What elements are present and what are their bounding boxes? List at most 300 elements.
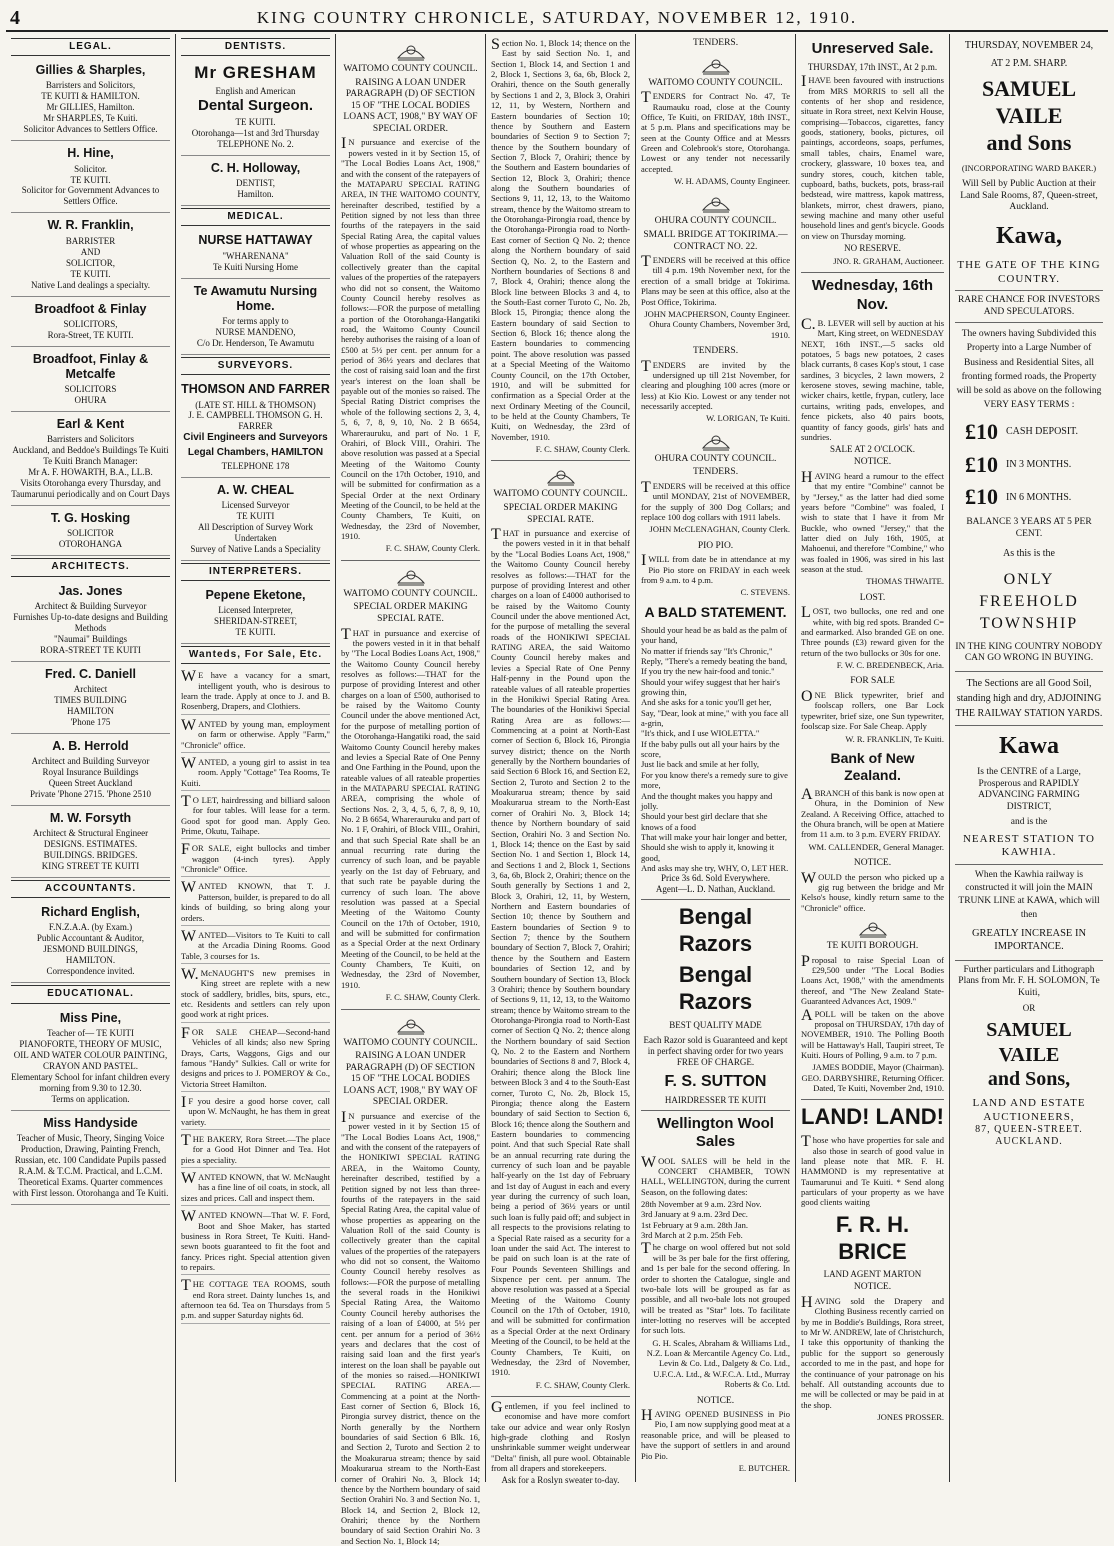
borough-signature: JAMES BODDIE, Mayor (Chairman). GEO. DARBYSHIRE, Returning Officer. Dated, Te Kuiti, November 2nd, 1910. xyxy=(801,1062,944,1094)
unreserved-signature: JNO. R. GRAHAM, Auctioneer. xyxy=(833,255,944,266)
tender-title: SMALL BRIDGE AT TOKIRIMA.—CONTRACT NO. 22. xyxy=(643,229,788,252)
borough-heading: TE KUITI BOROUGH. xyxy=(826,941,919,952)
vaile-name: SAMUEL VAILE xyxy=(986,1019,1072,1066)
tender-org: OHURA COUNTY COUNCIL. xyxy=(654,216,777,227)
hattaway-name: NURSE HATTAWAY xyxy=(198,233,313,248)
roslyn-ad: Gentlemen, if you feel inclined to economise and have more comfort take our advice and wear only Roslyn high-grade clothing and Roslyn unshrinkable summer weight underwear "Delta" finish, all pure wool. Obtainable from all drapers and storekeepers. xyxy=(491,1398,630,1474)
vaile-address: 87, QUEEN-STREET. AUCKLAND. xyxy=(975,1124,1083,1148)
wool-signature: G. H. Scales, Abraham & Williams Ltd., N.Z. Loan & Mercantile Agency Co. Ltd., Levin & Co. Ltd., Dalgety & Co. Ltd., U.F.C.A. Ltd., & W.F.C.A. Ltd., Murray Roberts & Co. Ltd. xyxy=(646,1337,790,1390)
hattaway-card xyxy=(181,230,330,278)
tender-org: WAITOMO COUNTY COUNCIL. xyxy=(648,77,783,88)
tender-signature: W. LORIGAN, Te Kuiti. xyxy=(706,413,790,424)
holloway-name: C. H. Holloway, xyxy=(210,161,301,176)
column-1 xyxy=(6,34,176,1482)
listing-line: Mr GILLIES, Hamilton. xyxy=(46,102,135,113)
notice-title: SPECIAL ORDER MAKING SPECIAL RATE. xyxy=(353,602,468,624)
wanteds-list xyxy=(181,668,330,1323)
verse-line: That will make your hair longer and better, xyxy=(641,831,787,842)
notice-signature: E. BUTCHER. xyxy=(738,1462,790,1473)
listing-line: DESIGNS. ESTIMATES. xyxy=(43,839,138,850)
bald-verse xyxy=(641,625,790,874)
page-number: 4 xyxy=(10,6,20,29)
thomson-line: (LATE ST. HILL & THOMSON) xyxy=(195,399,316,410)
listing-name: Richard English, xyxy=(41,905,140,920)
dentists-heading: DENTISTS. xyxy=(181,38,330,56)
wanted-ad: FOR SALE CHEAP—Second-hand Vehicles of all kinds; also new Spring Drays, Carts, Waggons, Gigs and our famous "Handy" Sulkies. Call or write for designs and prices to J. POMEROY & Co., Victoria Street Hamilton. xyxy=(181,1025,330,1092)
listing-name: Gillies & Sharples, xyxy=(35,63,146,78)
bank-signature: WM. CALLENDER, General Manager. xyxy=(808,841,944,852)
listing-card xyxy=(11,299,170,347)
listing-line: Teacher of— TE KUITI xyxy=(47,1027,134,1038)
listing-line: Private 'Phone 2715. 'Phone 2510 xyxy=(30,788,151,799)
eketone-line: TE KUITI. xyxy=(235,627,276,638)
listing-line: Architect and Building Surveyor xyxy=(31,756,150,767)
notice-signature: F. C. SHAW, County Clerk. xyxy=(385,543,480,554)
listing-line: SOLICITORS xyxy=(64,384,117,395)
notice-body: HAVING OPENED BUSINESS in Pio Pio, I am now supplying good meat at a reasonable price, and will be pleased to have the support of settlers in and around Pio Pio. xyxy=(641,1407,790,1461)
listing-line: Mr A. F. HOWARTH, B.A., LL.B. xyxy=(28,467,153,478)
architects-heading: ARCHITECTS. xyxy=(11,558,170,576)
cheal-line: Survey of Native Lands a Speciality xyxy=(190,543,321,554)
listing-line: BUILDINGS. BRIDGES. xyxy=(43,850,138,861)
term-row xyxy=(965,484,1093,511)
notice-signature: JONES PROSSER. xyxy=(877,1411,944,1422)
gresham-line: English and American xyxy=(215,85,296,96)
tender-body: TENDERS are invited by the undersigned up till 21st November, for clearing and ploughing 100 acres (more or less) at Kio Kio. Lowest or any tender not necessarily accepted. xyxy=(641,357,790,412)
listing-line: HAMILTON xyxy=(66,705,114,716)
verse-line: "It's thick, and I use WIOLETTA." xyxy=(641,728,760,739)
verse-line: If you try the new hair-food and tonic." xyxy=(641,666,775,677)
eketone-card xyxy=(181,585,330,644)
listing-line: "Naumai" Buildings xyxy=(53,633,128,644)
notice-body-continued: Section No. 1, Block 14; thence on the East by said Section No. 1, and Section 1, Block 14, and Section 1 and 2, Block 1, Sections 3, 6a, 6b, Block 2, Orahiri, thence on the South generally by Sections 1 and 2, 3, Block 3, Orahiri 12, 11, by Western, Northern and Eastern boundaries of Section 10; thence by Southern and Eastern boundaries of Section 9 to Section 7; thence by the Southern boundary of Section 7, Block 7, Orahiri; thence by the Southern and Eastern boundaries of Section 12, Block 3, Orahiri; thence along the Southern boundaries of Sections 9, 11, 12, 13, to the Waitomo stream, thence by the Waitomo stream to the Otorohanga-Pirongia road, thence by the Otorohanga-Pirongia road to North-East corner of Section Q No. 2; thence along the Northern boundary of said Section Q, No. 2, to the Eastern and Northern boundaries of Sections 8 and 7, Block 4, Orahiri; thence along the Block line between Blocks 3 and 4, to the South-East corner Turoto C, No. 2b, Block 15, Pirongia; thence along the Eastern boundary of said Section to Section 6, Block 16; thence along the Eastern boundaries to commencing point. The above resolution was passed at a Special Meeting of the Waitomo County Council, on the 17th October, 1910, and will be submitted for confirmation as a Special Order at the next Ordinary Meeting of the Council, to be held at the County Chambers, Te Kuiti, on Wednesday, the 23rd of November, 1910. xyxy=(491,36,630,442)
pio-signature: C. STEVENS. xyxy=(740,587,790,598)
column-3 xyxy=(336,34,486,1546)
balance-text: BALANCE 3 YEARS AT 5 PER CENT. xyxy=(966,517,1092,539)
kawa-heading: Kawa xyxy=(999,732,1059,759)
wanted-ad: W.McNAUGHT'S new premises in King street are replete with a new stock of saddlery, bridles, bits, spurs, etc., etc. Residents and settlers can rely upon good work at right prices. xyxy=(181,966,330,1023)
crest-icon xyxy=(699,430,733,452)
wanted-ad: IF you desire a good horse cover, call upon W. McNaught, he has them in great variety. xyxy=(181,1094,330,1130)
listing-name: Jas. Jones xyxy=(58,583,123,598)
for-sale-body: ONE Blick typewriter, brief and foolscap rollers, one Bar Lock typewriter, brief size, one Sun typewriter, foolscap size. For Sale Cheap. Apply xyxy=(801,688,944,732)
bengal-body: Each Razor sold is Guaranteed and kept in perfect shaving order for two years FREE OF CHARGE. xyxy=(643,1034,788,1067)
notice-body: WOULD the person who picked up a gig rug between the bridge and Mr Kelso's house, kindly return same to the "Chronicle" office. xyxy=(801,869,944,913)
listing-line: Barristers and Solicitors, xyxy=(45,80,136,91)
gresham-title: Dental Surgeon. xyxy=(197,96,313,114)
notice-signature: F. C. SHAW, County Clerk. xyxy=(535,444,630,455)
listing-line: Queen Street Auckland xyxy=(48,777,133,788)
listing-line: OHURA xyxy=(74,395,107,406)
column-6 xyxy=(796,34,950,1482)
notice-heading: NOTICE. xyxy=(853,1282,892,1293)
interpreters-heading: INTERPRETERS. xyxy=(181,563,330,581)
tender-signature: JOHN MACPHERSON, County Engineer. Ohura County Chambers, November 3rd, 1910. xyxy=(644,308,790,340)
listing-line: TE KUITI. xyxy=(70,268,111,279)
nearest-station: NEAREST STATION TO KAWHIA. xyxy=(962,833,1096,859)
wool-body: The charge on wool offered but not sold will be 3s per bale for the first offering, and 1s per bale for the second offering. In order to shorten the Catalogue, single and two-bale lots will be grouped as far as possible, and all two-bale lots not grouped will be treated as "Star" lots. To facilitate inter-lotting no reserves will be accepted for such lots. xyxy=(641,1240,790,1336)
column-4 xyxy=(486,34,636,1486)
tender-body: TENDERS for Contract No. 47, Te Raumauku road, close at the County Office, Te Kuiti, on FRIDAY, 18th INST., at 5 p.m. Plans and specifications may be seen at the County Office and at Messrs Green and Colebrook's store, Otorohanga. Lowest or any tender not necessarily accepted. xyxy=(641,89,790,174)
educational-cards xyxy=(11,1008,170,1205)
listing-line: BARRISTER xyxy=(65,235,116,246)
vaile-name: and Sons xyxy=(986,130,1072,156)
only-freehold: ONLY FREEHOLD TOWNSHIP xyxy=(979,570,1079,633)
greatly-increase: GREATLY INCREASE IN IMPORTANCE. xyxy=(971,928,1087,952)
bengal-subhead: BEST QUALITY MADE xyxy=(669,1019,762,1030)
wednesday-sale-time: SALE AT 2 O'CLOCK. xyxy=(830,444,915,455)
thomson-line: Civil Engineers and Surveyors xyxy=(183,432,328,444)
verse-line: And the thought makes you happy and jolly. xyxy=(641,790,773,811)
tender-org: OHURA COUNTY COUNCIL. xyxy=(654,453,777,464)
listing-line: Architect & Structural Engineer xyxy=(32,828,149,839)
notice-signature: F. C. SHAW, County Clerk. xyxy=(385,992,480,1003)
surveyors-heading: SURVEYORS. xyxy=(181,357,330,375)
notice-title: SPECIAL ORDER MAKING SPECIAL RATE. xyxy=(503,502,618,525)
listing-line: Auckland, and Beddoe's Buildings Te Kuiti xyxy=(12,445,169,456)
wool-heading: Wellington Wool Sales xyxy=(657,1115,774,1151)
gresham-line: TE KUITI. xyxy=(235,117,276,128)
notice-body: IN pursuance and exercise of the power vested in it by Section 15 of "The Local Bodies Loans Act, 1908," and with the consent of the ratepayers of the HONIKIWI SPECIAL RATING AREA, in the Waitomo County, hereinafter described, testified by a Petition signed by not less than three-fourths of the ratepayers in the said Special Rating Area, the capital value of whose properties as appearing on the Valuation Roll of the said County is collectively greater than the capital values of the properties of the ratepayers who did not so consent, the Waitomo County Council hereby resolves as follows:—FOR the purpose of metalling the several roads in the Honikiwi Special Rating Area, the Waitomo County Council hereby authorises the raising of a loan of £4000, at 5½ per cent. per annum for a period of 36½ years and declares that the cost of raising said loan and the first year's interest on the loan shall be payable out of the monies so raised.—HONIKIWI SPECIAL RATING AREA.—Commencing at a point at the North-East corner of Section 6, Block 16, Pirongia survey district, thence on the North generally by the Northern boundaries of said Section 6 Blk. 16, and Section 2, Turoto and Section 2 to the Moakurarua stream; thence by said Moakurarua stream to the North-East corner of Orahiri No. 3, Block 14; thence by the Northern boundary of said Section Orahiri No. 3 and Section No. 1, Block 14, and Section 2, Block 12, Orahiri; thence by the Northern boundary of said Section Orahiri No. 3 and Section No. 1, Block 14; xyxy=(341,1108,480,1546)
legal-heading: LEGAL. xyxy=(11,38,170,56)
sutton-subhead: HAIRDRESSER TE KUITI xyxy=(664,1095,767,1106)
listing-name: Broadfoot & Finlay xyxy=(34,301,147,316)
terms-list xyxy=(955,419,1103,511)
medical-heading: MEDICAL. xyxy=(181,208,330,226)
or-text: OR xyxy=(1022,1003,1036,1014)
eketone-line: Licensed Interpreter, xyxy=(218,605,293,616)
wednesday-body: C.B. LEVER will sell by auction at his Mart, King street, on WEDNESDAY NEXT, 16th INST.,—5 sacks old potatoes, 5 bags new potatoes, 2 cases black currants, 8 cases Kop's stout, 1 case sardines, 3 bicycles, 2 lawn mowers, 2 kerosene stoves, sewing machine, table, wicker chairs, kettle, frypan, cutlery, lace curtains, writing pads, envelopes, and fence pickets, also 40 pairs boots, quantity of fancy goods, girls' hats and sundries. xyxy=(801,315,944,442)
sections-text: The Sections are all Good Soil, standing high and dry, ADJOINING THE RAILWAY STATION YARDS. xyxy=(955,677,1103,719)
centre-text: Is the CENTRE of a Large, Prosperous and RAPIDLY ADVANCING FARMING DISTRICT, xyxy=(977,767,1081,812)
listing-line: HAMILTON. xyxy=(65,955,116,966)
listing-name: Miss Pine, xyxy=(59,1010,122,1025)
wednesday-heading: Wednesday, 16th Nov. xyxy=(811,277,934,313)
rare-chance: RARE CHANCE FOR INVESTORS AND SPECULATORS. xyxy=(957,295,1101,317)
listing-line: Barristers and Solicitors xyxy=(47,434,134,445)
term-row xyxy=(965,452,1093,479)
listing-line: Rora-Street, TE KUITI. xyxy=(47,329,134,340)
listing-line: TE KUITI. xyxy=(70,174,111,185)
listing-name: A. B. Herrold xyxy=(52,738,129,753)
awamutu-line: NURSE MANDENO, xyxy=(215,327,296,338)
listing-line: Teacher of Music, Theory, Singing Voice Production, Drawing, Painting French, Russian, etc. 100 Candidate Pupils passed R.A.M. & T.C.M. Practical, and L.C.M. Theoretical Exams. Quarter commences with First lesson. Otorohanga and Te Kuiti. xyxy=(12,1132,169,1198)
wanted-ad: THE BAKERY, Rora Street.—The place for a Good Hot Dinner and Tea. Hot pies a speciality. xyxy=(181,1132,330,1168)
verse-line: Reply, "There's a remedy beating the band, xyxy=(641,655,788,666)
notice-org: WAITOMO COUNTY COUNCIL. xyxy=(493,489,628,500)
notice-body: HAVING sold the Drapery and Clothing Business recently carried on by me in Boddie's Buildings, Rora street, to Mr W. ANDREW, late of Christchurch, I take this opportunity of thanking the public for the support so generously accorded to me in the past, and hope for the continuance of your patronage on his behalf. All outstanding accounts due to me will be collected or may be paid in at the shop. xyxy=(801,1293,944,1410)
crest-icon xyxy=(394,1014,428,1036)
listing-name: T. G. Hosking xyxy=(50,511,131,526)
verse-line: And asks may she try, WHY, O, LET HER. xyxy=(641,863,789,874)
listing-line: Furnishes Up-to-date designs and Building Methods xyxy=(13,611,168,633)
wool-date-row: 3rd January at 9 a.m. 23rd Dec. xyxy=(641,1209,748,1220)
verse-line: Just lie back and smile at her folly, xyxy=(641,759,759,770)
listing-line: Te Kuiti Branch Manager: xyxy=(43,456,138,467)
for-sale-heading: FOR SALE xyxy=(850,676,895,687)
listing-line: PIANOFORTE, THEORY OF MUSIC, OIL AND WATER COLOUR PAINTING, CRAYON AND PASTEL. xyxy=(13,1038,168,1071)
unreserved-date: THURSDAY, 17th INST., At 2 p.m. xyxy=(807,62,938,73)
land-body: Those who have properties for sale and also those in search of good value in land please note that MR. F. H. HAMMOND is my representative at Taumarunui and Te Kuiti. * Send along particulars of your property as we have good clients waiting xyxy=(801,1133,944,1208)
term-amount: £10 xyxy=(965,451,998,477)
notice-body: IN pursuance and exercise of the powers vested in it by Section 15, of "The Local Bodies Loans Act, 1908," and with the consent of the ratepayers of the MATAPARU SPECIAL RATING AREA, IN THE WAITOMO COUNTY, hereinafter described, testified by a Petition signed by not less than three fourths of the ratepayers in the said Special Rating Area, the capital values of whose properties as appearing on the Valuation Roll of the said County is collectively greater than the capital values of the properties of the ratepayers who did not so consent, the Waitomo County Council hereby resolves as follows:—FOR the purpose of metalling a portion of the Otorohanga-Hangatiki road, the Waitomo County Council hereby authorises the raising of a loan of £500 at 5½ per cent. per annum for a period of 36½ years and declares that the cost of raising said loan and the first year's interest on the loan shall be payable out of the monies so raised. The Special Rating District comprises the whole of the following sections 2, 3, 4, 5, 6, 7, 8, 9, 10, No. 2 B 6654, Wharerauruku, and part of No. 1 F, Orahiri, of Block VIII., Orahiri. The above resolution was passed at a Special Meeting of the Waitomo County Council on the 17th October, 1910, and will be submitted for confirmation as a Special Order at the next Ordinary Meeting of the Council, to be held at the County Chambers, Te Kuiti, on Wednesday, the 23rd of November, 1910. xyxy=(341,135,480,542)
notice-org: WAITOMO COUNTY COUNCIL. xyxy=(343,64,478,74)
cheal-line: All Description of Survey Work Undertaken xyxy=(197,521,314,543)
verse-line: Should your best girl declare that she knows of a food xyxy=(641,811,768,832)
term-amount: £10 xyxy=(965,418,998,444)
tenders-heading: TENDERS. xyxy=(692,38,739,48)
legal-cards xyxy=(11,60,170,556)
cheal-card xyxy=(181,480,330,561)
eketone-name: Pepene Eketone, xyxy=(205,588,306,603)
listing-line: Public Accountant & Auditor, xyxy=(36,933,145,944)
pio-heading: PIO PIO. xyxy=(697,540,734,551)
awamutu-card xyxy=(181,281,330,355)
borough-body: APOLL will be taken on the above proposal on THURSDAY, 17th day of NOVEMBER, 1910. The Polling Booth will be Hattaway's Hall, Taupiri street, Te Kuiti. Hours of Polling, 9 a.m. to 7 p.m. xyxy=(801,1006,944,1060)
bank-heading: Bank of New Zealand. xyxy=(830,749,915,783)
sutton-name: F. S. SUTTON xyxy=(664,1072,767,1090)
hattaway-line: Te Kuiti Nursing Home xyxy=(212,261,299,272)
crest-icon xyxy=(699,54,733,76)
listing-line: Correspondence invited. xyxy=(46,966,135,977)
term-when: CASH DEPOSIT. xyxy=(1006,426,1079,437)
wool-body: WOOL SALES will be held in the CONCERT CHAMBER, TOWN HALL, WELLINGTON, during the current Season, on the following dates: xyxy=(641,1153,790,1197)
tender-signature: W. H. ADAMS, County Engineer. xyxy=(674,176,790,187)
thomson-line: J. E. CAMPBELL THOMSON G. H. FARRER xyxy=(188,410,323,432)
thomson-name: THOMSON AND FARRER xyxy=(181,382,330,397)
column-2 xyxy=(176,34,336,1482)
verse-line: For you know there's a remedy sure to give more, xyxy=(641,769,788,791)
listing-line: SOLICITORS, xyxy=(63,318,118,329)
brice-subhead: LAND AGENT MARTON xyxy=(823,1269,922,1280)
notice-title: RAISING A LOAN UNDER PARAGRAPH (D) OF SECTION 15 OF "THE LOCAL BODIES LOANS ACT, 1908," BY WAY OF SPECIAL ORDER. xyxy=(343,1051,478,1108)
listing-name: M. W. Forsyth xyxy=(49,810,132,825)
notice-heading: NOTICE. xyxy=(853,457,892,468)
notice-heading: NOTICE. xyxy=(696,1395,735,1406)
as-this-text: As this is the xyxy=(1003,548,1055,560)
bald-heading: A BALD STATEMENT. xyxy=(644,603,787,620)
notice-org: WAITOMO COUNTY COUNCIL. xyxy=(343,588,478,599)
notice-org: WAITOMO COUNTY COUNCIL. xyxy=(343,1037,478,1048)
columns xyxy=(6,34,1108,1546)
listing-name: Earl & Kent xyxy=(56,417,125,432)
notice-signature: F. C. SHAW, County Clerk. xyxy=(535,1379,630,1390)
pio-body: IWILL from date be in attendance at my Pio Pio store on FRIDAY in each week from 9 a.m. to 4 p.m. xyxy=(641,552,790,585)
for-sale-signature: W. R. FRANKLIN, Te Kuiti. xyxy=(845,733,944,744)
listing-card xyxy=(11,60,170,141)
listing-line: AND xyxy=(80,246,101,257)
term-row xyxy=(965,419,1093,446)
listing-line: SOLICITOR xyxy=(67,528,114,539)
wool-date-row: 3rd March at 2 p.m. 25th Feb. xyxy=(641,1230,743,1241)
tender-heading: TENDERS. xyxy=(692,346,739,356)
borough-body: Proposal to raise Special Loan of £29,500 under "The Local Bodies Loans Act, 1908," with the amendments thereof, and "The New Zealand State-Guaranteed Advances Act, 1909." xyxy=(801,952,944,1007)
listing-card xyxy=(11,902,170,983)
crest-icon xyxy=(856,917,890,939)
tender-heading: TENDERS. xyxy=(692,467,739,478)
holloway-line: DENTIST, xyxy=(235,178,276,189)
listing-line: TE KUITI & HAMILTON. xyxy=(41,91,140,102)
bengal-heading: Bengal Razors xyxy=(678,904,753,957)
verse-line: Should your head be as bald as the palm of your hand, xyxy=(641,624,788,646)
tender-signature: JOHN McCLENAGHAN, County Clerk. xyxy=(649,524,790,535)
owners-text: The owners having Subdivided this Property into a Large Number of Business and Residential Sites, all fronting formed roads, the Property will be sold as above on the following VERY EASY TERMS : xyxy=(956,329,1102,411)
masthead xyxy=(6,6,1108,32)
notice-body: THAT in pursuance and exercise of the powers vested in it in that behalf by the "Local Bodies Loans Act, 1908," the Waitomo County Council hereby resolves as follows:—THAT for the purpose of providing Interest and other charges on a loan of £4000 authorised to be raised by the Waitomo County Council under the above mentioned Act, for the purpose of metalling the several roads of the HONIKIWI SPECIAL RATING AREA, the said Waitomo County Council hereby makes and levies a Special Rate of One Penny Half-penny in the Pound upon the rateable values of all rateable properties in the Honikiwi Special Rating Area. The boundaries of the Honikiwi Special Rating Area are as follows:—Commencing at a point at North-East corner of Section 6, Block 16, Pirongia survey district; thence on the North generally by the Northern boundaries of said Section 6 Block 16, and Section E2, Section 2, Turoto and Section 2 to the Moakurarua stream; thence by said Moakurarua stream to the North-East corner of Orahiri No. 3, Block 14; thence by Northern boundary of said Section, Orahiri No. 3 and Section No. 1, Block 14; thence on the East by said Section No. 1 and Section 1, Block 14, and Sections 1 and 2, Block 1, Sections 3, 6a, 6b, Block 2, Orahiri; thence on the South generally by Sections 1 and 2, Block 3, Orahiri, 12, 11, by Western, Northern and Eastern boundaries of Section 10; thence by Southern and Eastern boundaries of Section 9 to Section 7; thence by the Southern boundary of Section 7, Block 7, Orahiri; thence by the Southern and Eastern boundaries of Section 12, and by Southern boundary of Section 13, Block 3 Orahiri; thence by Southern boundary of Sections 9, 11, 12, 13, to the Waitomo stream; thence by Waitomo stream to the Otorohanga-Pirongia road to North-East corner of Section Q No. 2; thence along the Northern boundary of said Section Q, No. 2 to the Eastern and Northern boundaries of Sections 8 and 7, Block 4, Orahiri; thence along the Block line between Block 3 and 4 to the South-East corner, Turoto C, No. 2b, Block 15, Pirongia; thence along the Eastern boundary of said Section to Section 6, Block 16; thence along the Southern and Eastern boundaries to commencing point. And that such Special Rate shall be an annual recurring rate during the currency of such loan and be payable half-yearly on the 1st day of February and 1st day of August in each and every year during the currency of such loan, being a period of 36½ years or until such loan is fully paid off; and subject in all respects to the provisions relating to a Special Rate raised as a security for a loan under the said Act. The interest to be paid on such loan is at the rate of Four Pounds Seventeen Shillings and Sixpence per cent. per annum. The above resolution was passed at a Special Meeting of the Waitomo County Council on the 17th of October, 1910, and will be submitted for confirmation as a Special Order at the next Ordinary Meeting of the Council, to be held at the County Chambers, Te Kuiti, on Wednesday, the 23rd of November, 1910. xyxy=(491,526,630,1378)
cheal-line: Licensed Surveyor xyxy=(221,500,290,510)
cheal-name: A. W. CHEAL xyxy=(216,482,295,497)
wanted-ad: WANTED KNOWN, that W. McNaught has a fine line of oil coats, in stock, all sizes and prices. Call and inspect them. xyxy=(181,1170,330,1206)
land-estate-auctioneers: LAND AND ESTATE AUCTIONEERS, xyxy=(972,1097,1086,1123)
listing-line: TIMES BUILDING xyxy=(54,694,127,705)
thomson-line: Legal Chambers, HAMILTON xyxy=(187,446,324,458)
listing-card xyxy=(11,736,170,806)
verse-line: Should your wifey suggest that her hair's growing thin, xyxy=(641,676,780,697)
kawa-heading: Kawa, xyxy=(996,222,1062,249)
listing-line: JESMOND BUILDINGS, xyxy=(43,944,138,955)
wanteds-heading: Wanteds, For Sale, Etc. xyxy=(181,646,330,664)
gresham-name: Mr GRESHAM xyxy=(194,63,317,83)
verse-line: Should she wish to apply it, knowing it good, xyxy=(641,842,775,863)
listing-name: H. Hine, xyxy=(67,146,114,161)
auction-date: THURSDAY, NOVEMBER 24, xyxy=(964,40,1094,51)
listing-line: RORA-STREET TE KUITI xyxy=(40,644,141,655)
further-particulars: Further particulars and Lithograph Plans from Mr. F. H. SOLOMON, Te Kuiti, xyxy=(958,964,1100,998)
notice-body: THAT in pursuance and exercise of the powers vested in it in that behalf by "The Local Bodies Loans Act, 1908," the Waitomo County Council hereby resolves as follows:—THAT for the purpose of providing Interest and other charges on a loan of £500, authorised to be raised by the Waitomo County Council under the above mentioned Act, for the purpose of metalling portion of the Otorohanga-Hangatiki road, the said Waitomo County Council hereby makes and levies a Special Rate of One Penny and One Farthing in the Pound, upon the rateable values of all rateable properties in the MATAPARU SPECIAL RATING AREA, comprising the whole of Sections Nos. 2, 3, 4, 5, 6, 7, 8, 9, 10, No. 2 B 6654, Wharerauruku and part of No. 1 F, Orahiri, of Block VIII., Orahiri, and that such Special Rate shall be an annual recurring rate during the currency of such loan, and be payable yearly on the 1st day of February, and that such rate be payable during the currency of such loan. The above resolution was passed at a Special Meeting of the Waitomo County Council on the 17th of October, 1910, and will be submitted for confirmation as a Special Order at the next Ordinary Meeting of the Council, to be held at the County Chambers, Te Kuiti, on Wednesday, the 23rd of November, 1910. xyxy=(341,625,480,990)
listing-line: 'Phone 175 xyxy=(70,716,111,727)
listing-line: F.N.Z.A.A. (by Exam.) xyxy=(48,922,133,933)
listing-line: Solicitor for Government Advances to Settlers Office. xyxy=(21,185,160,207)
crest-icon xyxy=(394,565,428,587)
listing-line: KING STREET TE KUITI xyxy=(41,861,140,872)
listing-name: W. R. Franklin, xyxy=(47,218,134,233)
brice-name: F. R. H. BRICE xyxy=(835,1211,910,1264)
tender-body: TENDERS will be received at this office till 4 p.m. 19th November next, for the erection of a small bridge at Tokirima. Plans may be seen at this office, also at the Post Office, Tokirima. xyxy=(641,253,790,307)
notice-signature: THOMAS THWAITE. xyxy=(866,576,944,587)
lost-heading: LOST. xyxy=(859,592,886,603)
architect-cards xyxy=(11,581,170,878)
listing-card xyxy=(11,414,170,506)
listing-line: Royal Insurance Buildings xyxy=(42,767,139,777)
listing-card xyxy=(11,664,170,734)
listing-line: SOLICITOR, xyxy=(65,257,116,268)
wool-dates xyxy=(641,1199,790,1240)
thomson-card xyxy=(181,379,330,478)
kawa-subhead: THE GATE OF THE KING COUNTRY. xyxy=(957,259,1101,285)
listing-line: Visits Otorohanga every Thursday, and Taumarunui periodically and on Court Days xyxy=(11,478,170,500)
listing-name: Miss Handyside xyxy=(43,1115,138,1130)
unreserved-no-reserve: NO RESERVE. xyxy=(844,243,901,254)
column-5 xyxy=(636,34,796,1482)
eketone-line: SHERIDAN-STREET, xyxy=(213,616,298,627)
auction-time: AT 2 P.M. SHARP. xyxy=(990,58,1068,70)
listing-card xyxy=(11,1113,170,1205)
lost-signature: F. W. C. BREDENBECK, Aria. xyxy=(836,660,944,671)
listing-card xyxy=(11,808,170,878)
educational-heading: EDUCATIONAL. xyxy=(11,985,170,1003)
gresham-line: TELEPHONE No. 2. xyxy=(217,139,294,150)
hattaway-line: "WHARENANA" xyxy=(222,250,289,261)
listing-line: Solicitor. xyxy=(74,163,107,174)
verse-line: Say, "Dear, look at mine," with you face all a-grin, xyxy=(641,707,789,729)
notice-heading: NOTICE. xyxy=(853,858,892,869)
term-when: IN 3 MONTHS. xyxy=(1006,458,1072,470)
listing-card xyxy=(11,215,170,296)
bank-body: ABRANCH of this bank is now open at Ohura, in the Dominion of New Zealand. A Receiving Office, attached to the Ohura branch, will be open at Matiere from 11 a.m. to 3 p.m. EVERY FRIDAY. xyxy=(801,786,944,840)
land-heading: LAND! LAND! xyxy=(801,1104,944,1130)
masthead-title: KING COUNTRY CHRONICLE, SATURDAY, NOVEMBER 12, 1910. xyxy=(256,8,858,27)
listing-line: Architect & Building Surveyor xyxy=(34,600,147,611)
listing-card xyxy=(11,143,170,213)
gresham-card xyxy=(181,60,330,156)
listing-line: OTOROHANGA xyxy=(58,539,123,550)
awamutu-name: Te Awamutu Nursing Home. xyxy=(193,283,318,313)
notice-title: RAISING A LOAN UNDER PARAGRAPH (D) OF SECTION 15 OF "THE LOCAL BODIES LOANS ACT, 1908," BY WAY OF SPECIAL ORDER. xyxy=(343,77,478,134)
vaile-name: and Sons, xyxy=(987,1068,1071,1091)
wanted-ad: WANTED by young man, employment on farm or otherwise. Apply "Farm," "Chronicle" office. xyxy=(181,717,330,753)
unreserved-heading: Unreserved Sale. xyxy=(811,40,934,57)
listing-line: Architect xyxy=(73,683,108,694)
verse-line: And she asks for a tonic you'll get her, xyxy=(641,697,772,708)
bengal-heading: Bengal Razors xyxy=(678,962,753,1014)
listing-card xyxy=(11,1008,170,1111)
wool-date-row: 1st February at 9 a.m. 28th Jan. xyxy=(641,1219,748,1230)
notice-body: HAVING heard a rumour to the effect that my entire "Combine" cannot be by "Jersey," as the latter had died some years before "Combine" was foaled, I wish to state that I have it from Mr Buckle, who owned "Jersey," that the latter died on July 16th, 1905, at Mahoenui, and therefore "Combine," who was foaled in 1906, was sired in his last season at the stud. xyxy=(801,468,944,575)
crest-icon xyxy=(394,40,428,62)
wool-date-row: 28th November at 9 a.m. 23rd Nov. xyxy=(641,1199,762,1210)
wanted-ad: WANTED KNOWN, that T. J. Patterson, builder, is prepared to do all kinds of building, so bring along your orders. xyxy=(181,879,330,925)
listing-line: Solicitor Advances to Settlers Office. xyxy=(23,124,158,135)
listing-name: Fred. C. Daniell xyxy=(45,666,136,681)
listing-card xyxy=(11,508,170,556)
tender-body: TENDERS will be received at this office until MONDAY, 21st of NOVEMBER, for the supply of 300 Dog Collars; and replace 100 dog collars with 1911 labels. xyxy=(641,478,790,522)
listing-name: Broadfoot, Finlay & Metcalfe xyxy=(32,351,149,381)
roslyn-ad-tagline: Ask for a Roslyn sweater to-day. xyxy=(501,1475,620,1486)
term-amount: £10 xyxy=(965,484,998,510)
listing-line: Elementary School for infant children every morning from 9.30 to 12.30. xyxy=(11,1071,170,1093)
wanted-ad: WE have a vacancy for a smart, intelligent youth, who is desirous to learn the trade. Apply at once to J. and B. Rosenberg, Drapers, and Clothiers. xyxy=(181,668,330,714)
holloway-card xyxy=(181,158,330,206)
in-king-text: IN THE KING COUNTRY NOBODY CAN GO WRONG IN BUYING. xyxy=(955,641,1103,664)
accountants-heading: ACCOUNTANTS. xyxy=(11,880,170,898)
gresham-line: Otorohanga—1st and 3rd Thursday xyxy=(191,128,320,139)
listing-line: Mr SHARPLES, Te Kuiti. xyxy=(43,113,138,124)
holloway-line: Hamilton. xyxy=(237,189,274,200)
wanted-ad: FOR SALE, eight bullocks and timber waggon (4-inch tyres). Apply "Chronicle" Office. xyxy=(181,841,330,877)
vaile-name: SAMUEL VAILE xyxy=(981,76,1077,129)
wanted-ad: WANTED KNOWN—That W. F. Ford, Boot and Shoe Maker, has started business in Rora Street, Te Kuiti. Hand-sewn boots guaranteed to fit the foot and fancy. Prices right. Special attention given to repairs. xyxy=(181,1208,330,1275)
listing-card xyxy=(11,349,170,412)
awamutu-line: For terms apply to xyxy=(222,316,289,327)
accountant-cards xyxy=(11,902,170,983)
and-is-text: and is the xyxy=(1010,817,1048,828)
crest-icon xyxy=(544,465,578,487)
bald-price: Price 3s 6d. Sold Everywhere. xyxy=(661,873,770,884)
awamutu-line: C/o Dr. Henderson, Te Awamutu xyxy=(196,338,315,349)
column-7 xyxy=(950,34,1108,1482)
railway-text: When the Kawhia railway is constructed it will join the MAIN TRUNK LINE at KAWA, which will then xyxy=(958,869,1100,920)
wanted-ad: THE COTTAGE TEA ROOMS, south end Rora street. Dainty lunches 1s, and afternoon tea 6d. Tea on Thursdays from 5 p.m. and supper Saturday nights 6d. xyxy=(181,1277,330,1323)
verse-line: No matter if friends say "It's Chronic," xyxy=(641,645,773,656)
unreserved-body: IHAVE been favoured with instructions from MRS MORRIS to sell all the contents of her shop and residence, situate in Rora street, next Kelvin House, comprising—Tobaccos, cigarettes, fancy goods, stationery, books, pictures, oil paintings, accordeons, soaps, perfumes, small tables, chairs, Enamel ware, crockery, glassware, 10 boxes tea, and sundry stores, couch, kitchen table, cupboard, baths, buckets, pots, brass-rail bedstead, wire mattress, kapok mattress, blankets, mirror, chest drawers, piano, sewing machine and many other useful household lines and gent's bicycle. Goods on view on Thursday morning. xyxy=(801,73,944,241)
bald-agent: Agent—L. D. Nathan, Auckland. xyxy=(655,884,776,895)
vaile-incorporating: (INCORPORATING WARD BAKER.) xyxy=(961,162,1097,173)
listing-line: Native Land dealings a specialty. xyxy=(30,279,151,290)
wanted-ad: WANTED, a young girl to assist in tea room. Apply "Cottage" Tea Rooms, Te Kuiti. xyxy=(181,755,330,791)
wanted-ad: TO LET, hairdressing and billiard saloon for four tables. Will lease for a term. Good spot for good man. Apply Geo. Prime, Okutu, Taihape. xyxy=(181,793,330,839)
thomson-line: TELEPHONE 178 xyxy=(221,460,290,471)
vaile-will-sell: Will Sell by Public Auction at their Land Sale Rooms, 87, Queen-street, Auckland. xyxy=(960,179,1098,213)
